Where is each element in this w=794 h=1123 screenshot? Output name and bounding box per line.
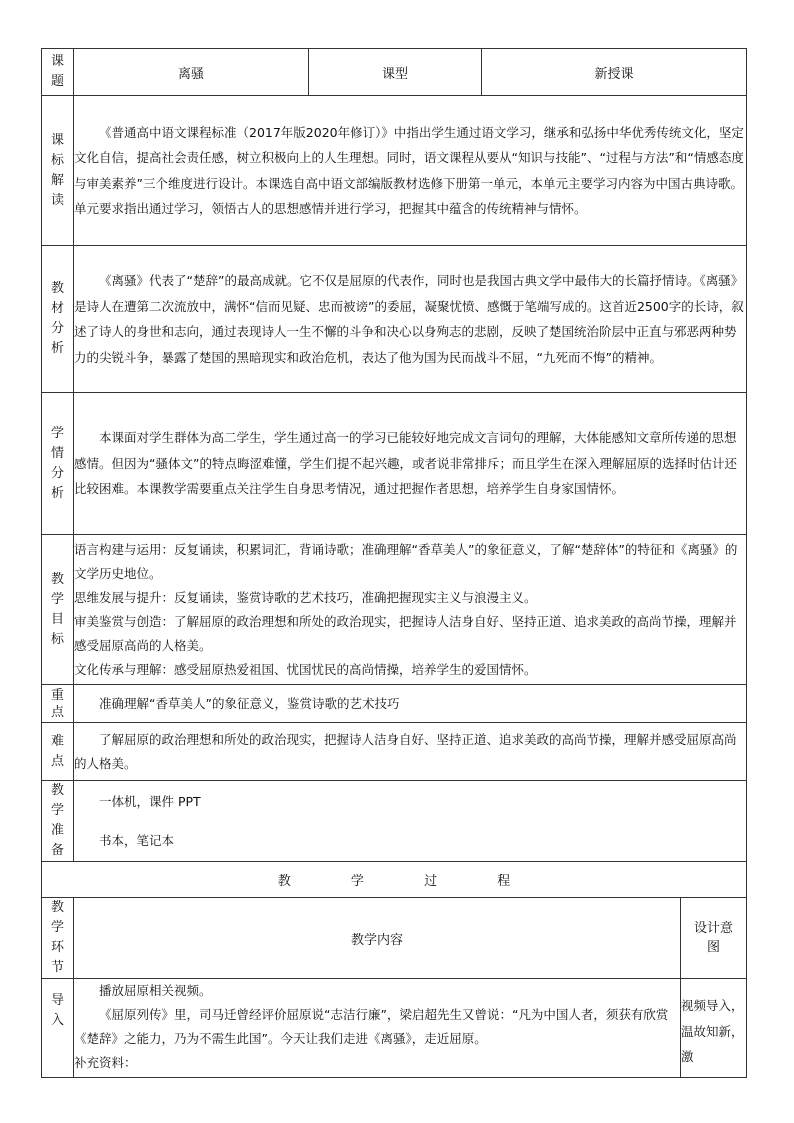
students-label-text: 学情分析	[50, 425, 64, 501]
key-points-row	[42, 685, 747, 723]
standard-row	[42, 96, 747, 246]
material-label	[42, 246, 74, 393]
content-column-header: 教学内容	[74, 898, 681, 979]
lesson-plan	[41, 48, 746, 1078]
topic-value: 离骚	[74, 49, 309, 96]
process-title-char: 学	[350, 874, 364, 889]
header-row	[42, 49, 747, 96]
goals-label	[42, 535, 74, 685]
stage-column-header-text: 教学环节	[50, 900, 64, 975]
key-points-paragraph: 准确理解“香草美人”的象征意义，鉴赏诗歌的艺术技巧	[99, 695, 400, 711]
preparation-item: 一体机，课件 PPT	[99, 794, 201, 809]
preparation-item: 书本，笔记本	[99, 833, 175, 848]
key-points-label	[42, 685, 74, 723]
standard-text	[74, 96, 747, 246]
students-row	[42, 393, 747, 535]
stage-design	[681, 979, 747, 1078]
stage-column-header	[42, 898, 74, 979]
difficulties-text	[74, 723, 747, 781]
process-title-char: 程	[497, 874, 511, 889]
goal-item: 审美鉴赏与创造：了解屈原的政治理想和所处的政治现实，把握诗人洁身自好、坚持正道、追求美政的高尚节操，理解并感受屈原高尚的人格美。	[74, 613, 737, 653]
standard-label-text: 课标解读	[50, 132, 64, 208]
material-paragraph: 《离骚》代表了“楚辞”的最高成就。它不仅是屈原的代表作，同时也是我国古典文学中最伟大的长篇抒情诗。《离骚》是诗人在遭第二次流放中，满怀“信而见疑、忠而被谤”的委屈，凝聚忧愤、感慨于笔端写成的。这首近2500字的长诗，叙述了诗人的身世和志向，通过表现诗人一生不懈的斗争和决心以身殉志的悲剧，反映了楚国统治阶层中正直与邪恶两种势力的尖锐斗争，暴露了楚国的黑暗现实和政治危机，表达了他为国为民而战斗不屈，“九死而不悔”的精神。	[74, 273, 744, 365]
difficulties-paragraph: 了解屈原的政治理想和所处的政治现实，把握诗人洁身自好、坚持正道、追求美政的高尚节操，理解并感受屈原高尚的人格美。	[74, 731, 737, 771]
design-column-header-text: 设计意图	[693, 921, 733, 955]
stage-label	[42, 979, 74, 1078]
students-text	[74, 393, 747, 535]
goals-label-text: 教学目标	[50, 571, 64, 647]
type-label: 课型	[309, 49, 482, 96]
students-label	[42, 393, 74, 535]
material-row	[42, 246, 747, 393]
standard-label	[42, 96, 74, 246]
difficulties-row	[42, 723, 747, 781]
preparation-text	[74, 781, 747, 862]
design-column-header	[681, 898, 747, 979]
preparation-label	[42, 781, 74, 862]
stage-content-line: 《屈原列传》里，司马迁曾经评价屈原说“志洁行廉”，梁启超先生又曾说：“凡为中国人者，须获有欣赏《楚辞》之能力，乃为不需生此国”。今天让我们走进《离骚》，走近屈原。	[74, 1007, 669, 1046]
process-title-row	[42, 862, 747, 898]
material-label-text: 教材分析	[50, 281, 64, 356]
goal-item: 思维发展与提升：反复诵读，鉴赏诗歌的艺术技巧，准确把握现实主义与浪漫主义。	[74, 589, 537, 605]
preparation-label-text: 教学准备	[50, 783, 64, 858]
type-value: 新授课	[482, 49, 747, 96]
process-title	[42, 862, 747, 898]
difficulties-label	[42, 723, 74, 781]
key-points-label-text: 重点	[50, 687, 64, 720]
stage-label-text: 导入	[50, 993, 64, 1028]
material-text	[74, 246, 747, 393]
lesson-plan-table	[41, 48, 747, 1078]
topic-label-text: 课题	[50, 54, 64, 89]
stage-content-line: 播放屈原相关视频。	[99, 983, 212, 998]
topic-label	[42, 49, 74, 96]
goals-row	[42, 535, 747, 685]
students-paragraph: 本课面对学生群体为高二学生，学生通过高一的学习已能较好地完成文言词句的理解，大体能感知文章所传递的思想感情。但因为“骚体文”的特点晦涩难懂，学生们提不起兴趣，或者说非常排斥；而且学生在深入理解屈原的选择时估计还比较困难。本课教学需要重点关注学生自身思考情况，通过把握作者思想，培养学生自身家国情怀。	[74, 430, 737, 497]
process-title-char: 过	[424, 874, 438, 889]
goal-item: 语言构建与运用：反复诵读，积累词汇，背诵诗歌；准确理解“香草美人”的象征意义，了解“楚辞体”的特征和《离骚》的文学历史地位。	[74, 541, 738, 581]
stage-content-line: 补充资料：	[74, 1055, 137, 1070]
standard-paragraph: 《普通高中语文课程标准（2017年版2020年修订）》中指出学生通过语文学习，继承和弘扬中华优秀传统文化，坚定文化自信，提高社会责任感，树立积极向上的人生理想。同时，语文课程从要从“知识与技能”、“过程与方法”和“情感态度与审美素养”三个维度进行设计。本课选自高中语文部编版教材选修下册第一单元，本单元主要学习内容为中国古典诗歌。单元要求指出通过学习，领悟古人的思想感情并进行学习，把握其中蕴含的传统精神与情怀。	[74, 124, 744, 216]
stage-design-text: 视频导入，温故知新，激	[681, 998, 744, 1064]
goal-item: 文化传承与理解：感受屈原热爱祖国、忧国忧民的高尚情操，培养学生的爱国情怀。	[74, 661, 537, 677]
difficulties-label-text: 难点	[50, 733, 64, 769]
stage-content	[74, 979, 681, 1078]
process-row	[42, 979, 747, 1078]
goals-text	[74, 535, 747, 685]
process-title-char: 教	[277, 874, 291, 889]
process-header-row	[42, 898, 747, 979]
preparation-row	[42, 781, 747, 862]
key-points-text	[74, 685, 747, 723]
